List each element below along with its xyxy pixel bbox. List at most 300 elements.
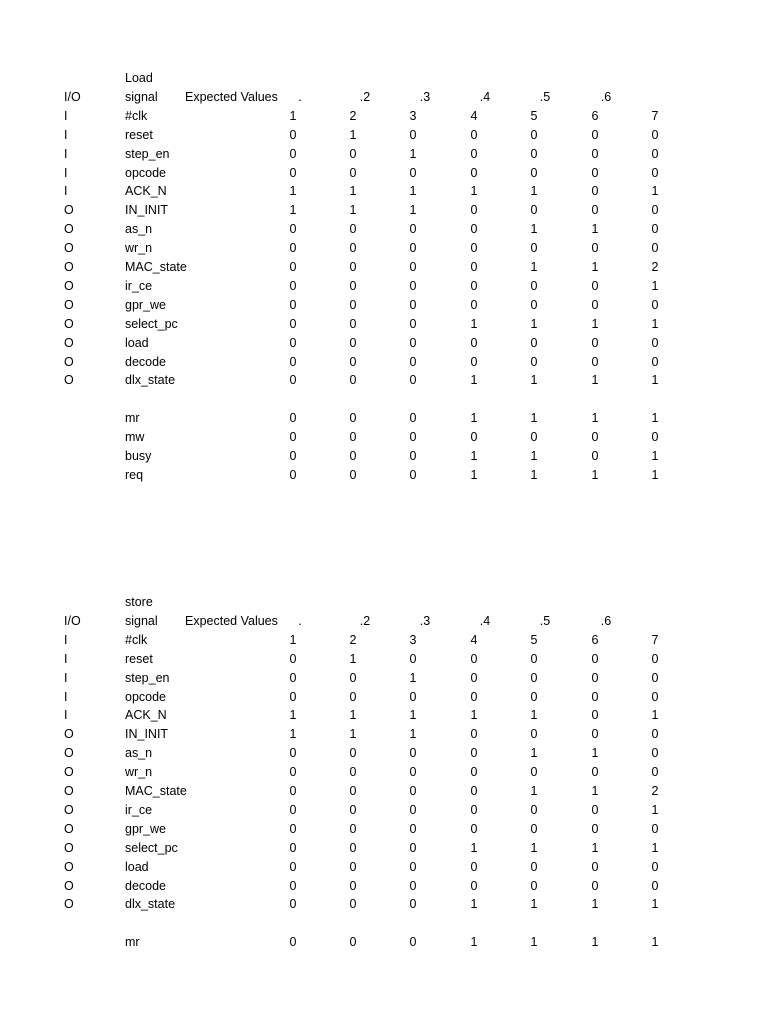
row-value: 0 (651, 430, 659, 445)
row-value: 0 (470, 335, 478, 350)
row-signal: select_pc (125, 840, 178, 855)
row-value: 1 (651, 935, 659, 950)
row-value: 0 (651, 354, 659, 369)
row-value: 0 (591, 727, 599, 742)
row-signal: reset (125, 127, 153, 142)
row-signal: dlx_state (125, 897, 176, 912)
row-value: 1 (409, 670, 417, 685)
row-value: 0 (591, 430, 599, 445)
row-value: 0 (289, 746, 297, 761)
row-value: 1 (289, 632, 297, 647)
row-value: 1 (349, 651, 357, 666)
row-value: 0 (409, 165, 417, 180)
row-value: 1 (349, 727, 357, 742)
row-value: 0 (289, 411, 297, 426)
row-value: 1 (349, 127, 357, 142)
row-value: 0 (651, 146, 659, 161)
row-value: 0 (409, 765, 417, 780)
row-value: 0 (591, 165, 599, 180)
row-io: O (64, 297, 74, 312)
header-step: . (298, 89, 302, 104)
table-header-row (0, 88, 768, 106)
table-title: store (125, 595, 153, 609)
table-row (0, 631, 768, 649)
row-value: 1 (651, 897, 659, 912)
row-signal: req (125, 467, 144, 482)
row-value: 1 (409, 708, 417, 723)
row-value: 0 (470, 878, 478, 893)
table-row (0, 334, 768, 352)
row-value: 0 (591, 278, 599, 293)
row-value: 1 (289, 203, 297, 218)
row-value: 0 (530, 354, 538, 369)
row-value: 0 (349, 297, 357, 312)
table-row (0, 277, 768, 295)
row-value: 2 (651, 784, 659, 798)
row-value: 0 (470, 689, 478, 704)
row-value: 0 (349, 878, 357, 893)
row-value: 0 (651, 727, 659, 742)
row-value: 0 (591, 203, 599, 218)
row-value: 0 (530, 203, 538, 218)
header-step: .5 (539, 613, 551, 628)
row-io: I (64, 127, 68, 142)
row-value: 1 (591, 935, 599, 950)
row-signal: gpr_we (125, 821, 166, 836)
row-value: 1 (349, 708, 357, 723)
table-row (0, 877, 768, 895)
row-value: 0 (409, 802, 417, 817)
row-value: 0 (289, 840, 297, 855)
row-value: 1 (470, 411, 478, 426)
header-step: .4 (479, 613, 491, 628)
header-step: .3 (419, 613, 431, 628)
table-row (0, 126, 768, 144)
row-value: 0 (349, 802, 357, 817)
row-value: 0 (349, 467, 357, 482)
row-value: 0 (289, 802, 297, 817)
row-value: 1 (651, 316, 659, 331)
row-value: 1 (591, 467, 599, 482)
row-value: 0 (409, 297, 417, 312)
row-signal: ACK_N (125, 708, 167, 723)
row-value: 1 (530, 784, 538, 798)
table-row-extra (0, 447, 768, 465)
table-row (0, 669, 768, 687)
row-value: 0 (349, 260, 357, 274)
row-value: 0 (591, 821, 599, 836)
row-value: 0 (530, 670, 538, 685)
table-row (0, 858, 768, 876)
row-value: 0 (409, 278, 417, 293)
row-signal: #clk (125, 632, 148, 647)
row-value: 0 (470, 127, 478, 142)
row-value: 7 (651, 632, 659, 647)
table-row (0, 258, 768, 276)
row-value: 0 (289, 467, 297, 482)
row-value: 0 (409, 335, 417, 350)
row-value: 0 (651, 651, 659, 666)
row-value: 0 (470, 821, 478, 836)
row-value: 0 (591, 651, 599, 666)
header-step: .3 (419, 89, 431, 104)
row-value: 0 (470, 278, 478, 293)
row-value: 0 (289, 670, 297, 685)
row-signal: opcode (125, 689, 167, 704)
row-signal: step_en (125, 146, 170, 161)
row-value: 2 (651, 260, 659, 274)
row-value: 3 (409, 632, 417, 647)
row-value: 0 (651, 859, 659, 874)
row-value: 0 (289, 127, 297, 142)
row-value: 1 (530, 449, 538, 463)
table-row-extra (0, 428, 768, 446)
row-value: 1 (591, 260, 599, 274)
row-io: O (64, 840, 74, 855)
row-value: 0 (591, 297, 599, 312)
row-value: 1 (651, 278, 659, 293)
row-value: 0 (289, 859, 297, 874)
row-io: O (64, 765, 74, 780)
row-value: 0 (289, 278, 297, 293)
row-io: O (64, 746, 74, 761)
row-signal: MAC_state (125, 260, 187, 274)
row-value: 0 (409, 430, 417, 445)
row-value: 0 (349, 354, 357, 369)
row-value: 1 (530, 184, 538, 199)
row-value: 0 (591, 127, 599, 142)
table-row (0, 782, 768, 800)
row-io: I (64, 651, 68, 666)
row-signal: opcode (125, 165, 167, 180)
row-value: 0 (409, 373, 417, 388)
row-value: 0 (470, 727, 478, 742)
table-row (0, 145, 768, 163)
row-signal: load (125, 859, 149, 874)
table-row (0, 239, 768, 257)
table-row (0, 725, 768, 743)
row-value: 0 (289, 878, 297, 893)
table-row (0, 296, 768, 314)
row-io: I (64, 670, 68, 685)
row-value: 0 (530, 859, 538, 874)
row-value: 0 (409, 878, 417, 893)
row-io: O (64, 222, 74, 237)
row-value: 0 (651, 878, 659, 893)
row-signal: decode (125, 354, 167, 369)
row-value: 0 (591, 689, 599, 704)
row-value: 0 (409, 241, 417, 256)
row-value: 0 (530, 165, 538, 180)
row-value: 0 (409, 449, 417, 463)
table-row (0, 201, 768, 219)
header-expected-values: Expected Values (185, 613, 278, 628)
header-step: .4 (479, 89, 491, 104)
row-value: 0 (470, 241, 478, 256)
row-value: 1 (591, 840, 599, 855)
row-value: 0 (470, 354, 478, 369)
row-value: 1 (530, 316, 538, 331)
row-value: 0 (289, 373, 297, 388)
row-value: 1 (530, 373, 538, 388)
table-row (0, 801, 768, 819)
row-value: 5 (530, 632, 538, 647)
table-row (0, 688, 768, 706)
row-signal: select_pc (125, 316, 178, 331)
row-value: 1 (651, 467, 659, 482)
row-value: 0 (651, 335, 659, 350)
row-io: O (64, 316, 74, 331)
row-signal: reset (125, 651, 153, 666)
row-value: 1 (409, 203, 417, 218)
table-row (0, 820, 768, 838)
row-value: 0 (349, 165, 357, 180)
row-value: 0 (289, 354, 297, 369)
row-value: 0 (289, 335, 297, 350)
table-title: Load (125, 71, 153, 85)
row-value: 1 (530, 897, 538, 912)
row-signal: mr (125, 935, 140, 950)
row-value: 0 (470, 670, 478, 685)
row-value: 0 (409, 411, 417, 426)
row-io: O (64, 897, 74, 912)
row-value: 0 (591, 859, 599, 874)
row-value: 0 (651, 765, 659, 780)
table-row (0, 763, 768, 781)
row-value: 0 (530, 802, 538, 817)
row-signal: IN_INIT (125, 203, 169, 218)
row-value: 1 (651, 802, 659, 817)
row-value: 0 (349, 278, 357, 293)
table-row (0, 353, 768, 371)
row-value: 1 (289, 184, 297, 199)
row-value: 0 (651, 670, 659, 685)
table-row (0, 650, 768, 668)
row-value: 0 (530, 651, 538, 666)
row-value: 5 (530, 108, 538, 123)
row-value: 2 (349, 632, 357, 647)
row-value: 1 (530, 840, 538, 855)
row-value: 0 (409, 821, 417, 836)
row-value: 1 (591, 411, 599, 426)
row-io: I (64, 165, 68, 180)
row-io: O (64, 859, 74, 874)
row-value: 1 (470, 449, 478, 463)
row-value: 0 (289, 297, 297, 312)
row-value: 0 (651, 297, 659, 312)
table-row (0, 315, 768, 333)
row-value: 2 (349, 108, 357, 123)
row-io: O (64, 727, 74, 742)
row-value: 0 (289, 784, 297, 798)
row-value: 0 (409, 127, 417, 142)
row-value: 1 (591, 222, 599, 237)
row-value: 0 (349, 689, 357, 704)
row-value: 1 (591, 784, 599, 798)
row-value: 0 (530, 878, 538, 893)
row-value: 0 (470, 859, 478, 874)
row-value: 0 (591, 241, 599, 256)
row-signal: as_n (125, 222, 153, 237)
row-value: 0 (651, 165, 659, 180)
header-io: I/O (64, 89, 81, 104)
row-value: 0 (591, 765, 599, 780)
row-value: 0 (289, 935, 297, 950)
row-value: 0 (349, 765, 357, 780)
row-value: 0 (349, 411, 357, 426)
row-value: 1 (530, 746, 538, 761)
table-row (0, 744, 768, 762)
header-step: .6 (600, 89, 612, 104)
row-io: O (64, 241, 74, 256)
row-value: 0 (289, 821, 297, 836)
row-signal: gpr_we (125, 297, 166, 312)
row-value: 0 (651, 746, 659, 761)
row-value: 1 (651, 449, 659, 463)
table-row (0, 706, 768, 724)
row-value: 1 (651, 840, 659, 855)
table-row-extra (0, 933, 768, 951)
row-value: 0 (289, 765, 297, 780)
row-value: 0 (530, 430, 538, 445)
row-value: 0 (651, 241, 659, 256)
row-value: 0 (591, 878, 599, 893)
header-step: .2 (359, 89, 371, 104)
row-value: 0 (591, 449, 599, 463)
table-title-row (0, 593, 768, 611)
row-value: 1 (349, 203, 357, 218)
row-value: 0 (470, 430, 478, 445)
row-value: 0 (409, 222, 417, 237)
row-value: 0 (651, 203, 659, 218)
row-signal: mw (125, 430, 145, 445)
row-value: 0 (349, 241, 357, 256)
row-io: O (64, 821, 74, 836)
row-value: 4 (470, 632, 478, 647)
row-value: 1 (470, 467, 478, 482)
row-value: 0 (470, 297, 478, 312)
row-value: 1 (470, 184, 478, 199)
row-value: 0 (530, 689, 538, 704)
row-value: 0 (349, 222, 357, 237)
row-io: O (64, 335, 74, 350)
row-io: O (64, 802, 74, 817)
header-signal: signal (125, 89, 158, 104)
row-value: 0 (349, 897, 357, 912)
row-value: 0 (349, 935, 357, 950)
row-value: 0 (349, 335, 357, 350)
row-value: 0 (289, 651, 297, 666)
row-value: 1 (470, 897, 478, 912)
row-value: 0 (651, 689, 659, 704)
header-expected-values: Expected Values (185, 89, 278, 104)
row-value: 0 (409, 467, 417, 482)
row-value: 7 (651, 108, 659, 123)
row-value: 0 (651, 127, 659, 142)
row-value: 0 (289, 260, 297, 274)
row-value: 0 (591, 802, 599, 817)
row-value: 0 (530, 241, 538, 256)
row-io: I (64, 108, 68, 123)
row-value: 0 (349, 146, 357, 161)
row-io: O (64, 784, 74, 798)
row-signal: wr_n (125, 241, 153, 256)
row-value: 1 (651, 373, 659, 388)
row-value: 1 (591, 897, 599, 912)
row-signal: #clk (125, 108, 148, 123)
row-value: 0 (409, 897, 417, 912)
row-value: 6 (591, 632, 599, 647)
row-value: 0 (530, 127, 538, 142)
row-value: 0 (530, 765, 538, 780)
table-row (0, 107, 768, 125)
row-value: 1 (289, 108, 297, 123)
row-io: I (64, 146, 68, 161)
row-value: 0 (289, 689, 297, 704)
row-value: 0 (409, 784, 417, 798)
row-value: 0 (470, 165, 478, 180)
row-signal: ir_ce (125, 802, 153, 817)
row-value: 0 (651, 821, 659, 836)
header-step: . (298, 613, 302, 628)
table-row-extra (0, 409, 768, 427)
row-value: 0 (409, 651, 417, 666)
row-value: 0 (470, 802, 478, 817)
row-value: 1 (530, 467, 538, 482)
row-value: 0 (409, 260, 417, 274)
row-value: 1 (651, 411, 659, 426)
row-value: 0 (470, 765, 478, 780)
row-value: 1 (591, 373, 599, 388)
row-value: 0 (470, 203, 478, 218)
row-value: 0 (470, 746, 478, 761)
row-signal: MAC_state (125, 784, 187, 798)
table-row (0, 164, 768, 182)
row-value: 0 (591, 335, 599, 350)
row-value: 0 (349, 430, 357, 445)
row-value: 0 (591, 184, 599, 199)
row-io: I (64, 632, 68, 647)
row-signal: wr_n (125, 765, 153, 780)
row-io: I (64, 708, 68, 723)
table-title-row (0, 69, 768, 87)
row-signal: decode (125, 878, 167, 893)
row-value: 0 (289, 316, 297, 331)
row-io: O (64, 203, 74, 218)
row-value: 0 (289, 222, 297, 237)
row-value: 4 (470, 108, 478, 123)
row-value: 0 (470, 260, 478, 274)
row-value: 1 (530, 222, 538, 237)
row-value: 0 (289, 897, 297, 912)
row-value: 0 (349, 373, 357, 388)
row-signal: dlx_state (125, 373, 176, 388)
row-value: 0 (349, 449, 357, 463)
row-value: 0 (409, 354, 417, 369)
row-value: 0 (591, 708, 599, 723)
row-signal: mr (125, 411, 140, 426)
header-step: .6 (600, 613, 612, 628)
row-value: 0 (289, 449, 297, 463)
table-row (0, 895, 768, 913)
row-signal: IN_INIT (125, 727, 169, 742)
row-value: 1 (651, 708, 659, 723)
row-io: O (64, 260, 74, 274)
row-signal: load (125, 335, 149, 350)
row-value: 0 (530, 146, 538, 161)
row-value: 1 (470, 840, 478, 855)
row-value: 0 (470, 146, 478, 161)
